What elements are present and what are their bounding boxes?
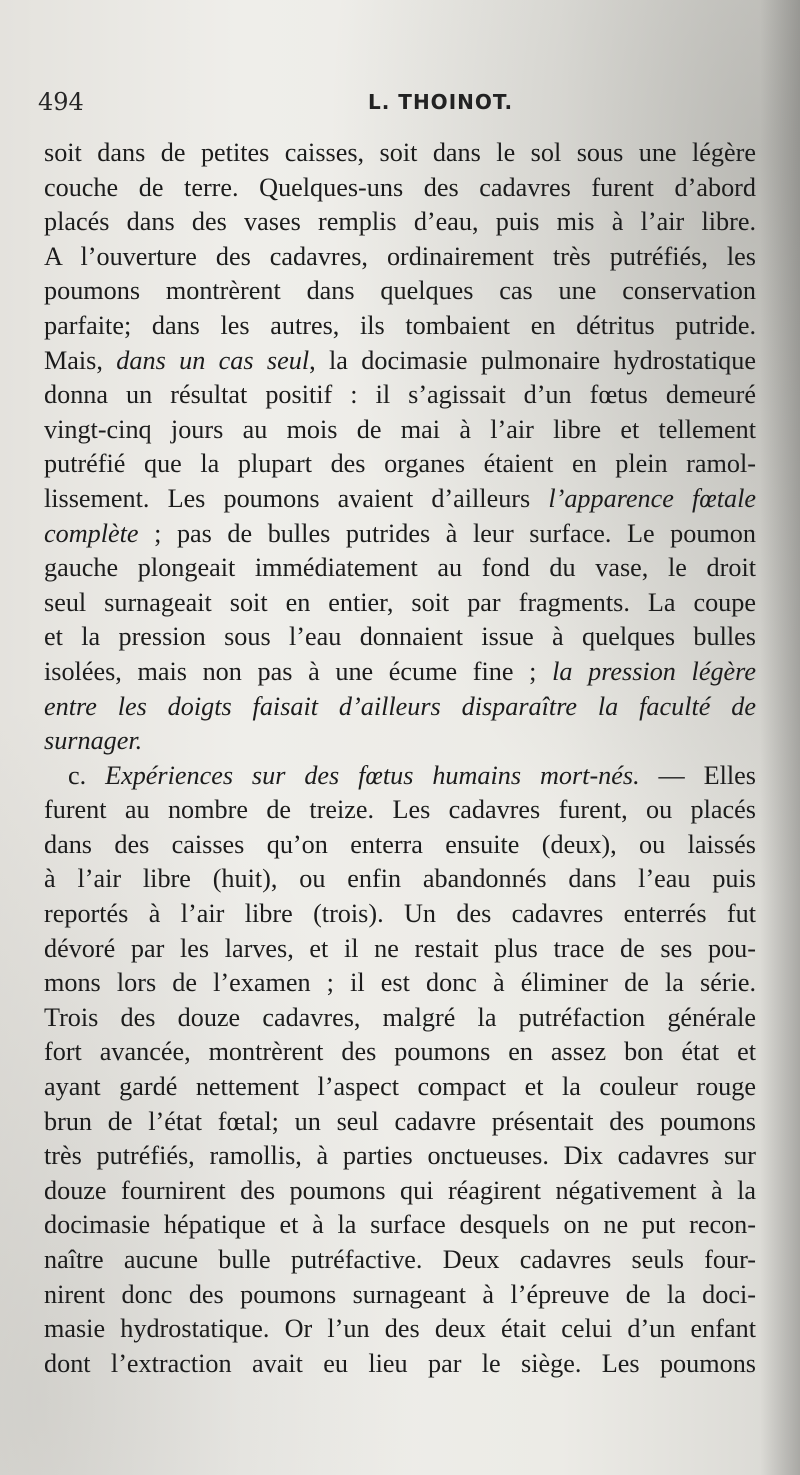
text-line xyxy=(44,828,756,863)
text-line xyxy=(44,1243,756,1278)
text-line xyxy=(44,1139,756,1174)
text-line xyxy=(44,482,756,517)
text-line xyxy=(44,274,756,309)
text-segment: vingt-cinq jours au mois de mai à l’air libre et tellement xyxy=(44,414,756,444)
running-head: L. THOINOT. xyxy=(368,90,514,114)
text-segment: Mais, xyxy=(44,345,117,375)
text-segment: ; pas de bulles putrides à leur surface. Le poumon xyxy=(138,518,756,548)
text-line xyxy=(44,655,756,690)
text-segment: couche de terre. Quelques-uns des cadavres furent d’abord xyxy=(44,172,756,202)
text-line xyxy=(44,1278,756,1313)
text-line xyxy=(44,897,756,932)
text-segment: , la docimasie pulmonaire hydrostatique xyxy=(309,345,756,375)
text-line xyxy=(44,1174,756,1209)
text-segment: douze fournirent des poumons qui réagirent négativement à la xyxy=(44,1175,756,1205)
text-line xyxy=(44,586,756,621)
text-segment: dont l’extraction avait eu lieu par le siège. Les poumons xyxy=(44,1348,756,1378)
page-number: 494 xyxy=(38,88,84,116)
text-segment: putréfié que la plupart des organes étaient en plein ramol- xyxy=(44,449,756,479)
text-segment: A l’ouverture des cadavres, ordinairement très putréfiés, les xyxy=(44,241,756,271)
italic-text: Expériences sur des fœtus humains mort-nés. xyxy=(105,760,640,790)
text-line xyxy=(44,690,756,725)
text-line xyxy=(44,309,756,344)
text-line xyxy=(44,413,756,448)
text-segment: soit dans de petites caisses, soit dans le sol sous une légère xyxy=(44,138,756,167)
text-segment: parfaite; dans les autres, ils tombaient en détritus putride. xyxy=(44,310,756,340)
text-line xyxy=(44,1001,756,1036)
text-line xyxy=(44,620,756,655)
text-line xyxy=(44,551,756,586)
text-line xyxy=(44,344,756,379)
italic-text: l’apparence fœtale xyxy=(548,483,756,513)
text-line xyxy=(44,136,756,171)
text-line xyxy=(44,759,756,794)
text-segment: mons lors de l’examen ; il est donc à éliminer de la série. xyxy=(44,968,756,998)
text-segment: masie hydrostatique. Or l’un des deux était celui d’un enfant xyxy=(44,1314,756,1344)
text-segment: donna un résultat positif : il s’agissait d’un fœtus demeuré xyxy=(44,380,756,410)
page-gutter-shadow xyxy=(760,0,800,1475)
text-segment: à l’air libre (huit), ou enfin abandonnés dans l’eau puis xyxy=(44,864,756,894)
text-line xyxy=(44,793,756,828)
text-line xyxy=(44,1035,756,1070)
italic-text: entre les doigts faisait d’ailleurs disparaître la faculté de xyxy=(44,691,756,721)
italic-text: surnager. xyxy=(44,726,143,756)
text-segment: ayant gardé nettement l’aspect compact et la couleur rouge xyxy=(44,1072,756,1102)
page-header xyxy=(38,88,758,124)
text-segment: et la pression sous l’eau donnaient issue à quelques bulles xyxy=(44,622,756,652)
text-segment: docimasie hépatique et à la surface desquels on ne put recon- xyxy=(44,1210,756,1240)
text-line xyxy=(44,1208,756,1243)
body-text xyxy=(44,136,756,1381)
text-line xyxy=(44,724,756,759)
text-segment: dans des caisses qu’on enterra ensuite (deux), ou laissés xyxy=(44,829,756,859)
text-segment: très putréfiés, ramollis, à parties onctueuses. Dix cadavres sur xyxy=(44,1141,756,1171)
text-line xyxy=(44,1312,756,1347)
text-segment: lissement. Les poumons avaient d’ailleurs xyxy=(44,483,549,513)
text-line xyxy=(44,205,756,240)
italic-text: complète xyxy=(44,518,139,548)
text-line xyxy=(44,171,756,206)
text-segment: seul surnageait soit en entier, soit par fragments. La coupe xyxy=(44,587,756,617)
italic-text: dans un cas seul xyxy=(116,345,310,375)
italic-text: la pression légère xyxy=(552,656,757,686)
text-line xyxy=(44,378,756,413)
text-segment: naître aucune bulle putréfactive. Deux cadavres seuls four- xyxy=(44,1245,756,1274)
text-line xyxy=(44,862,756,897)
text-segment: brun de l’état fœtal; un seul cadavre présentait des poumons xyxy=(44,1106,756,1136)
text-segment: — Elles xyxy=(639,760,756,790)
text-line xyxy=(44,1070,756,1105)
text-line xyxy=(44,1105,756,1140)
text-segment: isolées, mais non pas à une écume fine ; xyxy=(44,656,553,686)
text-segment: reportés à l’air libre (trois). Un des cadavres enterrés fut xyxy=(44,899,756,929)
text-line xyxy=(44,1347,756,1382)
text-line xyxy=(44,966,756,1001)
text-segment: poumons montrèrent dans quelques cas une conservation xyxy=(44,276,756,306)
text-line xyxy=(44,447,756,482)
text-segment: nirent donc des poumons surnageant à l’épreuve de la doci- xyxy=(44,1279,756,1309)
text-line xyxy=(44,240,756,275)
text-line xyxy=(44,517,756,552)
text-segment: gauche plongeait immédiatement au fond du vase, le droit xyxy=(44,553,756,583)
text-segment: dévoré par les larves, et il ne restait plus trace de ses pou- xyxy=(44,933,756,963)
text-segment: Trois des douze cadavres, malgré la putréfaction générale xyxy=(44,1002,756,1032)
text-segment: fort avancée, montrèrent des poumons en assez bon état et xyxy=(44,1037,756,1067)
text-segment: furent au nombre de treize. Les cadavres furent, ou placés xyxy=(44,795,756,825)
text-segment: placés dans des vases remplis d’eau, puis mis à l’air libre. xyxy=(44,207,756,237)
text-line xyxy=(44,932,756,967)
text-segment: c. xyxy=(68,760,106,790)
